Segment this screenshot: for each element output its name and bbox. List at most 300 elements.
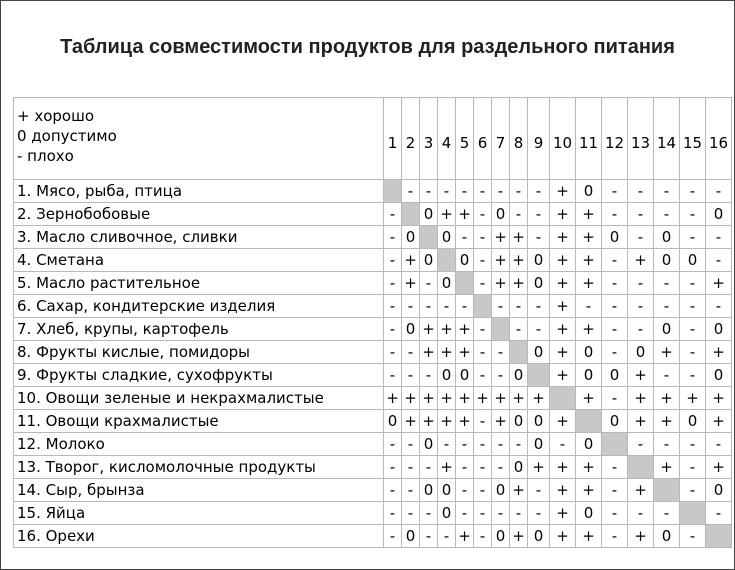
compatibility-cell: 0 bbox=[438, 502, 456, 525]
compatibility-cell: + bbox=[550, 249, 576, 272]
compatibility-cell: - bbox=[654, 180, 680, 203]
column-header: 12 bbox=[602, 98, 628, 180]
compatibility-cell: - bbox=[680, 479, 706, 502]
compatibility-cell: - bbox=[384, 341, 402, 364]
compatibility-cell: + bbox=[550, 364, 576, 387]
legend-good: + хорошо bbox=[17, 107, 94, 125]
compatibility-cell: + bbox=[402, 249, 420, 272]
compatibility-cell: - bbox=[474, 249, 492, 272]
diagonal-cell bbox=[384, 180, 402, 203]
compatibility-cell: + bbox=[576, 525, 602, 548]
diagonal-cell bbox=[706, 525, 732, 548]
product-name: 10. Овощи зеленые и некрахмалистые bbox=[14, 387, 384, 410]
compatibility-cell: - bbox=[420, 456, 438, 479]
compatibility-cell: 0 bbox=[706, 479, 732, 502]
compatibility-cell: - bbox=[528, 479, 550, 502]
compatibility-cell: + bbox=[420, 410, 438, 433]
diagonal-cell bbox=[438, 249, 456, 272]
product-name: 11. Овощи крахмалистые bbox=[14, 410, 384, 433]
compatibility-cell: 0 bbox=[510, 364, 528, 387]
compatibility-cell: + bbox=[384, 387, 402, 410]
compatibility-cell: 0 bbox=[528, 341, 550, 364]
compatibility-cell: + bbox=[550, 226, 576, 249]
compatibility-cell: - bbox=[492, 456, 510, 479]
compatibility-cell: - bbox=[492, 364, 510, 387]
compatibility-cell: - bbox=[510, 180, 528, 203]
table-row bbox=[14, 364, 732, 387]
compatibility-cell: - bbox=[402, 364, 420, 387]
product-name: 14. Сыр, брынза bbox=[14, 479, 384, 502]
table-row bbox=[14, 272, 732, 295]
compatibility-cell: - bbox=[420, 364, 438, 387]
compatibility-cell: + bbox=[576, 387, 602, 410]
legend-acceptable: 0 допустимо bbox=[17, 127, 117, 145]
compatibility-cell: - bbox=[602, 341, 628, 364]
compatibility-cell: 0 bbox=[438, 364, 456, 387]
compatibility-cell: - bbox=[680, 272, 706, 295]
compatibility-cell: + bbox=[438, 410, 456, 433]
table-row bbox=[14, 433, 732, 456]
product-name: 8. Фрукты кислые, помидоры bbox=[14, 341, 384, 364]
compatibility-cell: + bbox=[628, 387, 654, 410]
compatibility-cell: - bbox=[402, 456, 420, 479]
compatibility-cell: 0 bbox=[602, 226, 628, 249]
compatibility-cell: - bbox=[384, 318, 402, 341]
compatibility-cell: - bbox=[576, 295, 602, 318]
compatibility-cell: + bbox=[420, 318, 438, 341]
compatibility-cell: - bbox=[420, 502, 438, 525]
compatibility-cell: - bbox=[654, 203, 680, 226]
compatibility-table bbox=[13, 97, 732, 548]
diagonal-cell bbox=[492, 318, 510, 341]
compatibility-cell: + bbox=[628, 410, 654, 433]
compatibility-cell: + bbox=[474, 387, 492, 410]
compatibility-cell: - bbox=[602, 318, 628, 341]
compatibility-cell: - bbox=[384, 456, 402, 479]
compatibility-cell: + bbox=[510, 249, 528, 272]
compatibility-cell: 0 bbox=[528, 272, 550, 295]
compatibility-cell: - bbox=[602, 502, 628, 525]
compatibility-cell: + bbox=[706, 341, 732, 364]
compatibility-cell: 0 bbox=[456, 249, 474, 272]
product-name: 16. Орехи bbox=[14, 525, 384, 548]
compatibility-cell: - bbox=[706, 502, 732, 525]
compatibility-cell: + bbox=[456, 341, 474, 364]
compatibility-cell: - bbox=[680, 295, 706, 318]
table-row bbox=[14, 203, 732, 226]
compatibility-cell: 0 bbox=[402, 318, 420, 341]
compatibility-cell: 0 bbox=[492, 525, 510, 548]
compatibility-cell: 0 bbox=[706, 364, 732, 387]
compatibility-cell: - bbox=[492, 341, 510, 364]
compatibility-cell: - bbox=[510, 502, 528, 525]
compatibility-cell: 0 bbox=[654, 525, 680, 548]
diagonal-cell bbox=[420, 226, 438, 249]
column-header: 1 bbox=[384, 98, 402, 180]
product-name: 5. Масло растительное bbox=[14, 272, 384, 295]
compatibility-cell: 0 bbox=[510, 456, 528, 479]
compatibility-cell: - bbox=[456, 180, 474, 203]
compatibility-cell: 0 bbox=[438, 272, 456, 295]
compatibility-cell: - bbox=[492, 433, 510, 456]
compatibility-cell: - bbox=[680, 318, 706, 341]
compatibility-cell: + bbox=[576, 479, 602, 502]
diagonal-cell bbox=[550, 387, 576, 410]
compatibility-cell: - bbox=[384, 502, 402, 525]
compatibility-cell: - bbox=[402, 180, 420, 203]
compatibility-cell: - bbox=[654, 364, 680, 387]
compatibility-cell: - bbox=[384, 364, 402, 387]
compatibility-cell: 0 bbox=[706, 203, 732, 226]
compatibility-cell: 0 bbox=[420, 249, 438, 272]
compatibility-cell: - bbox=[706, 180, 732, 203]
compatibility-cell: + bbox=[492, 387, 510, 410]
compatibility-cell: - bbox=[492, 502, 510, 525]
compatibility-cell: - bbox=[474, 410, 492, 433]
compatibility-cell: + bbox=[550, 272, 576, 295]
compatibility-cell: - bbox=[602, 203, 628, 226]
column-header: 6 bbox=[474, 98, 492, 180]
table-row bbox=[14, 525, 732, 548]
compatibility-cell: - bbox=[510, 433, 528, 456]
compatibility-cell: - bbox=[654, 295, 680, 318]
compatibility-cell: 0 bbox=[576, 502, 602, 525]
compatibility-cell: + bbox=[576, 203, 602, 226]
compatibility-cell: - bbox=[456, 226, 474, 249]
compatibility-cell: 0 bbox=[706, 318, 732, 341]
compatibility-cell: + bbox=[706, 387, 732, 410]
compatibility-cell: - bbox=[680, 180, 706, 203]
compatibility-cell: + bbox=[510, 272, 528, 295]
compatibility-cell: 0 bbox=[528, 525, 550, 548]
compatibility-cell: + bbox=[420, 341, 438, 364]
compatibility-cell: - bbox=[680, 341, 706, 364]
compatibility-cell: - bbox=[438, 180, 456, 203]
compatibility-cell: + bbox=[510, 525, 528, 548]
compatibility-cell: + bbox=[550, 410, 576, 433]
compatibility-cell: + bbox=[576, 226, 602, 249]
compatibility-cell: + bbox=[550, 479, 576, 502]
compatibility-cell: - bbox=[474, 318, 492, 341]
compatibility-cell: - bbox=[628, 318, 654, 341]
compatibility-cell: - bbox=[628, 502, 654, 525]
compatibility-cell: - bbox=[528, 502, 550, 525]
compatibility-cell: + bbox=[456, 525, 474, 548]
compatibility-cell: + bbox=[402, 410, 420, 433]
column-header: 10 bbox=[550, 98, 576, 180]
compatibility-cell: + bbox=[576, 318, 602, 341]
diagonal-cell bbox=[680, 502, 706, 525]
compatibility-cell: + bbox=[438, 387, 456, 410]
compatibility-cell: + bbox=[456, 387, 474, 410]
diagonal-cell bbox=[602, 433, 628, 456]
compatibility-cell: - bbox=[456, 295, 474, 318]
compatibility-cell: - bbox=[420, 295, 438, 318]
compatibility-cell: - bbox=[438, 295, 456, 318]
compatibility-cell: - bbox=[680, 433, 706, 456]
compatibility-cell: + bbox=[438, 341, 456, 364]
compatibility-cell: + bbox=[680, 387, 706, 410]
compatibility-cell: - bbox=[402, 479, 420, 502]
compatibility-cell: + bbox=[628, 479, 654, 502]
compatibility-cell: - bbox=[628, 295, 654, 318]
compatibility-cell: + bbox=[576, 272, 602, 295]
compatibility-cell: - bbox=[474, 180, 492, 203]
column-header: 16 bbox=[706, 98, 732, 180]
table-row bbox=[14, 318, 732, 341]
compatibility-cell: + bbox=[456, 410, 474, 433]
legend-bad: - плохо bbox=[17, 147, 74, 165]
table-row bbox=[14, 341, 732, 364]
compatibility-cell: - bbox=[602, 456, 628, 479]
compatibility-cell: - bbox=[706, 249, 732, 272]
compatibility-cell: - bbox=[528, 180, 550, 203]
compatibility-cell: - bbox=[680, 525, 706, 548]
table-row bbox=[14, 502, 732, 525]
compatibility-cell: - bbox=[492, 295, 510, 318]
compatibility-cell: + bbox=[492, 272, 510, 295]
compatibility-cell: - bbox=[438, 525, 456, 548]
compatibility-cell: + bbox=[528, 387, 550, 410]
table-row bbox=[14, 479, 732, 502]
column-header: 5 bbox=[456, 98, 474, 180]
column-header: 11 bbox=[576, 98, 602, 180]
compatibility-cell: - bbox=[528, 203, 550, 226]
compatibility-cell: 0 bbox=[420, 433, 438, 456]
diagonal-cell bbox=[576, 410, 602, 433]
compatibility-cell: + bbox=[438, 318, 456, 341]
compatibility-cell: 0 bbox=[420, 479, 438, 502]
compatibility-cell: 0 bbox=[438, 226, 456, 249]
product-name: 6. Сахар, кондитерские изделия bbox=[14, 295, 384, 318]
compatibility-cell: + bbox=[706, 272, 732, 295]
compatibility-cell: - bbox=[474, 226, 492, 249]
compatibility-cell: + bbox=[492, 226, 510, 249]
compatibility-cell: + bbox=[438, 203, 456, 226]
compatibility-cell: - bbox=[384, 226, 402, 249]
compatibility-cell: - bbox=[654, 502, 680, 525]
column-header: 14 bbox=[654, 98, 680, 180]
column-header: 13 bbox=[628, 98, 654, 180]
compatibility-cell: - bbox=[602, 295, 628, 318]
compatibility-cell: + bbox=[492, 410, 510, 433]
compatibility-cell: + bbox=[420, 387, 438, 410]
compatibility-cell: + bbox=[576, 249, 602, 272]
compatibility-cell: - bbox=[456, 479, 474, 502]
compatibility-cell: - bbox=[680, 226, 706, 249]
compatibility-cell: - bbox=[706, 226, 732, 249]
compatibility-cell: 0 bbox=[402, 226, 420, 249]
column-header: 4 bbox=[438, 98, 456, 180]
diagonal-cell bbox=[528, 364, 550, 387]
column-header: 8 bbox=[510, 98, 528, 180]
product-name: 2. Зернобобовые bbox=[14, 203, 384, 226]
compatibility-cell: - bbox=[628, 272, 654, 295]
compatibility-cell: + bbox=[510, 387, 528, 410]
compatibility-cell: + bbox=[654, 341, 680, 364]
compatibility-cell: - bbox=[680, 364, 706, 387]
compatibility-cell: 0 bbox=[680, 249, 706, 272]
product-name: 9. Фрукты сладкие, сухофрукты bbox=[14, 364, 384, 387]
table-row bbox=[14, 226, 732, 249]
compatibility-cell: 0 bbox=[438, 479, 456, 502]
compatibility-cell: - bbox=[706, 295, 732, 318]
compatibility-cell: + bbox=[628, 525, 654, 548]
compatibility-cell: 0 bbox=[576, 433, 602, 456]
compatibility-cell: - bbox=[528, 295, 550, 318]
compatibility-cell: - bbox=[628, 180, 654, 203]
compatibility-cell: + bbox=[402, 272, 420, 295]
table-row bbox=[14, 295, 732, 318]
compatibility-cell: + bbox=[510, 226, 528, 249]
compatibility-cell: + bbox=[550, 456, 576, 479]
compatibility-cell: 0 bbox=[528, 249, 550, 272]
compatibility-cell: - bbox=[474, 203, 492, 226]
compatibility-cell: 0 bbox=[602, 364, 628, 387]
page-title: Таблица совместимости продуктов для раздельного питания bbox=[60, 36, 675, 58]
compatibility-cell: - bbox=[528, 226, 550, 249]
column-header: 2 bbox=[402, 98, 420, 180]
compatibility-cell: 0 bbox=[576, 341, 602, 364]
compatibility-cell: + bbox=[492, 249, 510, 272]
compatibility-cell: - bbox=[474, 502, 492, 525]
compatibility-cell: + bbox=[654, 387, 680, 410]
compatibility-cell: - bbox=[492, 180, 510, 203]
compatibility-cell: 0 bbox=[384, 410, 402, 433]
compatibility-cell: 0 bbox=[528, 410, 550, 433]
compatibility-cell: 0 bbox=[576, 180, 602, 203]
compatibility-cell: 0 bbox=[510, 410, 528, 433]
compatibility-cell: 0 bbox=[654, 226, 680, 249]
compatibility-cell: - bbox=[654, 272, 680, 295]
compatibility-cell: - bbox=[706, 433, 732, 456]
product-name: 7. Хлеб, крупы, картофель bbox=[14, 318, 384, 341]
compatibility-cell: - bbox=[510, 295, 528, 318]
column-header: 15 bbox=[680, 98, 706, 180]
compatibility-cell: + bbox=[654, 456, 680, 479]
compatibility-cell: + bbox=[438, 456, 456, 479]
compatibility-cell: + bbox=[576, 456, 602, 479]
compatibility-cell: - bbox=[384, 433, 402, 456]
compatibility-cell: + bbox=[628, 249, 654, 272]
compatibility-cell: - bbox=[602, 249, 628, 272]
compatibility-cell: - bbox=[628, 203, 654, 226]
compatibility-cell: + bbox=[550, 502, 576, 525]
compatibility-cell: - bbox=[402, 502, 420, 525]
compatibility-cell: - bbox=[510, 318, 528, 341]
compatibility-cell: + bbox=[550, 295, 576, 318]
compatibility-cell: - bbox=[456, 502, 474, 525]
compatibility-cell: - bbox=[628, 433, 654, 456]
compatibility-cell: 0 bbox=[402, 525, 420, 548]
diagonal-cell bbox=[654, 479, 680, 502]
compatibility-cell: 0 bbox=[528, 433, 550, 456]
product-name: 12. Молоко bbox=[14, 433, 384, 456]
compatibility-cell: + bbox=[456, 203, 474, 226]
compatibility-cell: - bbox=[420, 180, 438, 203]
compatibility-cell: - bbox=[474, 341, 492, 364]
diagonal-cell bbox=[474, 295, 492, 318]
compatibility-cell: - bbox=[510, 203, 528, 226]
compatibility-cell: 0 bbox=[492, 203, 510, 226]
compatibility-cell: - bbox=[384, 479, 402, 502]
compatibility-cell: 0 bbox=[680, 410, 706, 433]
compatibility-cell: - bbox=[680, 203, 706, 226]
compatibility-cell: + bbox=[528, 456, 550, 479]
compatibility-cell: + bbox=[550, 203, 576, 226]
table-row bbox=[14, 456, 732, 479]
compatibility-cell: - bbox=[602, 479, 628, 502]
compatibility-cell: - bbox=[402, 341, 420, 364]
compatibility-cell: + bbox=[628, 364, 654, 387]
compatibility-cell: - bbox=[474, 364, 492, 387]
compatibility-cell: - bbox=[402, 433, 420, 456]
compatibility-cell: - bbox=[384, 249, 402, 272]
compatibility-cell: - bbox=[420, 525, 438, 548]
compatibility-cell: + bbox=[402, 387, 420, 410]
compatibility-cell: - bbox=[602, 272, 628, 295]
compatibility-cell: - bbox=[474, 456, 492, 479]
compatibility-cell: - bbox=[420, 272, 438, 295]
table-row bbox=[14, 410, 732, 433]
compatibility-cell: + bbox=[550, 318, 576, 341]
compatibility-cell: + bbox=[706, 456, 732, 479]
compatibility-cell: 0 bbox=[654, 249, 680, 272]
compatibility-cell: - bbox=[680, 456, 706, 479]
compatibility-cell: - bbox=[474, 479, 492, 502]
compatibility-cell: 0 bbox=[654, 318, 680, 341]
column-header: 9 bbox=[528, 98, 550, 180]
compatibility-cell: 0 bbox=[576, 364, 602, 387]
compatibility-cell: 0 bbox=[628, 341, 654, 364]
compatibility-cell: + bbox=[706, 410, 732, 433]
table-row bbox=[14, 387, 732, 410]
column-header: 7 bbox=[492, 98, 510, 180]
compatibility-cell: - bbox=[456, 433, 474, 456]
compatibility-cell: 0 bbox=[492, 479, 510, 502]
product-name: 4. Сметана bbox=[14, 249, 384, 272]
compatibility-cell: - bbox=[384, 203, 402, 226]
compatibility-cell: - bbox=[438, 433, 456, 456]
compatibility-cell: - bbox=[474, 433, 492, 456]
compatibility-cell: 0 bbox=[456, 364, 474, 387]
compatibility-cell: - bbox=[384, 525, 402, 548]
compatibility-cell: - bbox=[654, 433, 680, 456]
compatibility-cell: + bbox=[654, 410, 680, 433]
column-header: 3 bbox=[420, 98, 438, 180]
compatibility-cell: - bbox=[550, 433, 576, 456]
compatibility-cell: + bbox=[456, 318, 474, 341]
compatibility-cell: - bbox=[384, 272, 402, 295]
compatibility-cell: - bbox=[602, 525, 628, 548]
compatibility-cell: - bbox=[602, 387, 628, 410]
compatibility-cell: - bbox=[602, 180, 628, 203]
compatibility-cell: - bbox=[474, 272, 492, 295]
compatibility-cell: + bbox=[550, 525, 576, 548]
compatibility-cell: - bbox=[402, 295, 420, 318]
compatibility-cell: + bbox=[550, 180, 576, 203]
compatibility-cell: - bbox=[628, 226, 654, 249]
product-name: 1. Мясо, рыба, птица bbox=[14, 180, 384, 203]
product-name: 13. Творог, кисломолочные продукты bbox=[14, 456, 384, 479]
compatibility-cell: + bbox=[510, 479, 528, 502]
compatibility-cell: - bbox=[474, 525, 492, 548]
compatibility-cell: - bbox=[384, 295, 402, 318]
compatibility-cell: 0 bbox=[420, 203, 438, 226]
table-header-row bbox=[14, 98, 732, 180]
compatibility-cell: - bbox=[528, 318, 550, 341]
product-name: 15. Яйца bbox=[14, 502, 384, 525]
